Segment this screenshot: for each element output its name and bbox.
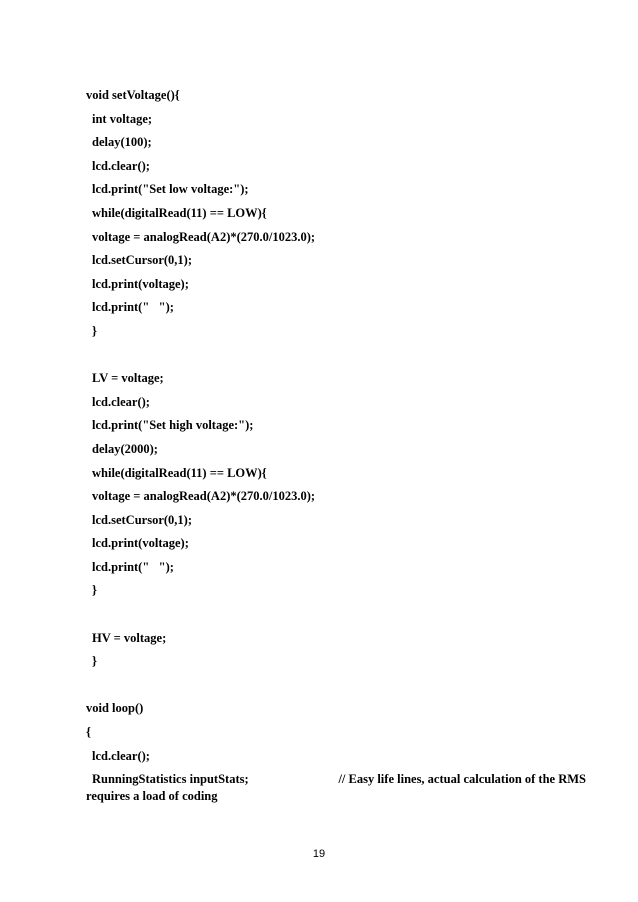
code-line: lcd.clear(); [92, 158, 150, 173]
blank-line [86, 603, 586, 627]
code-line: lcd.print(voltage); [92, 536, 189, 551]
code-line: } [92, 654, 97, 669]
code-line: delay(2000); [92, 441, 158, 456]
code-line: while(digitalRead(11) == LOW){ [92, 465, 267, 480]
code-line: } [92, 583, 97, 598]
code-line-with-comment [86, 768, 586, 805]
code-listing [86, 84, 586, 805]
code-line: LV = voltage; [92, 371, 164, 386]
blank-line [86, 674, 586, 698]
code-statement: RunningStatistics inputStats; [92, 772, 249, 787]
code-line: int voltage; [92, 111, 153, 126]
code-line: } [92, 323, 97, 338]
code-line: { [86, 725, 91, 740]
code-line: void setVoltage(){ [86, 88, 180, 102]
code-line: lcd.clear(); [92, 748, 150, 763]
code-line: lcd.print(" "); [92, 559, 174, 574]
code-line: voltage = analogRead(A2)*(270.0/1023.0); [92, 229, 316, 244]
code-line: delay(100); [92, 135, 152, 150]
code-line: lcd.setCursor(0,1); [92, 512, 192, 527]
code-line: HV = voltage; [92, 630, 167, 645]
code-line: lcd.print(" "); [92, 300, 174, 315]
code-line: lcd.clear(); [92, 394, 150, 409]
code-comment-continuation: requires a load of coding [86, 789, 218, 804]
code-line: lcd.print("Set low voltage:"); [92, 182, 249, 197]
code-line: while(digitalRead(11) == LOW){ [92, 205, 267, 220]
code-line: void loop() [86, 701, 144, 716]
code-line: lcd.print("Set high voltage:"); [92, 418, 254, 433]
page-number: 19 [312, 848, 326, 860]
code-line: voltage = analogRead(A2)*(270.0/1023.0); [92, 489, 316, 504]
code-line: lcd.setCursor(0,1); [92, 253, 192, 268]
code-comment: // Easy life lines, actual calculation of the RMS [338, 772, 586, 787]
code-line: lcd.print(voltage); [92, 276, 189, 291]
blank-line [86, 344, 586, 368]
